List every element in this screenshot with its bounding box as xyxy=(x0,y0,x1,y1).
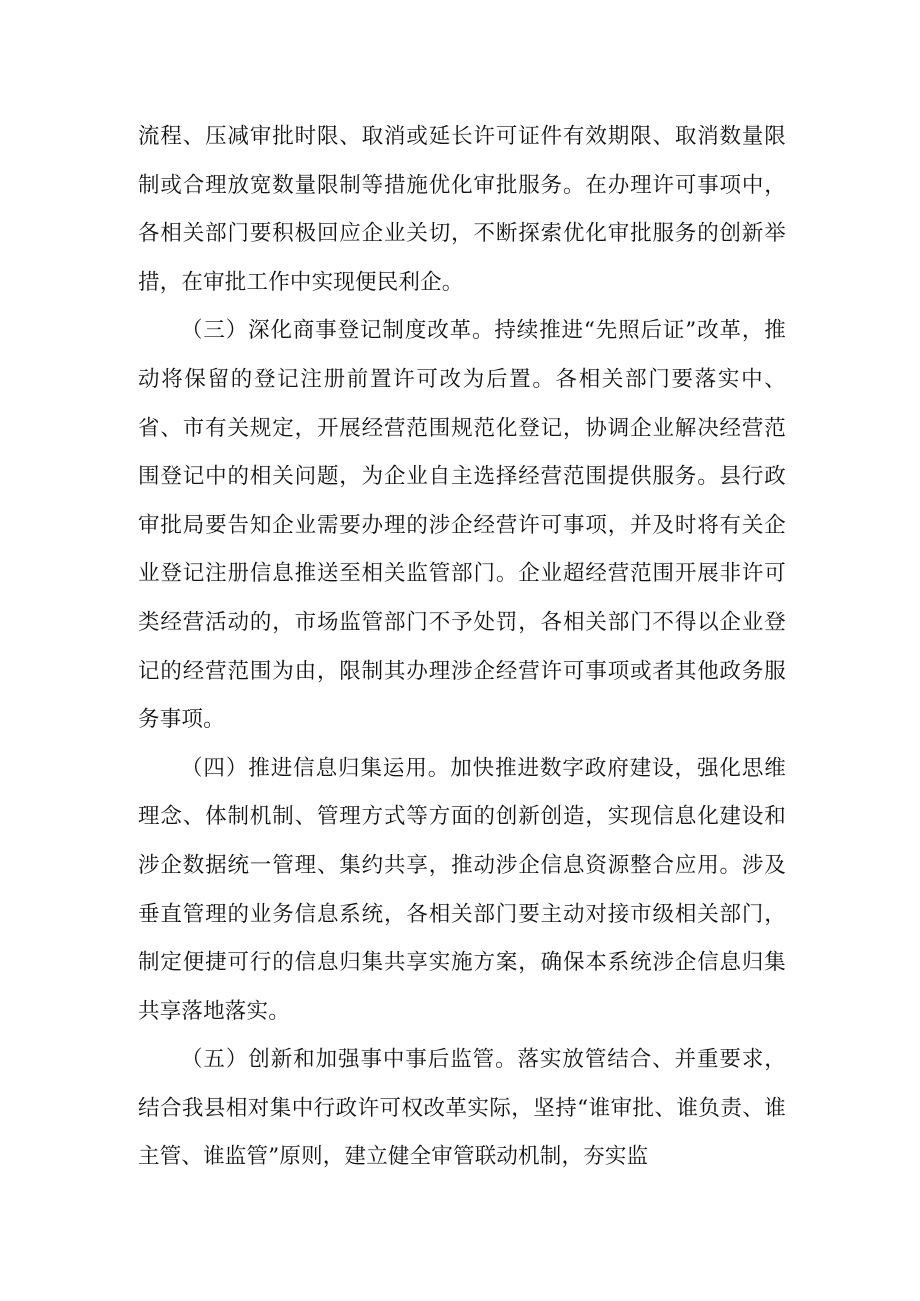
paragraph-section-three: （三）深化商事登记制度改革。持续推进“先照后证”改革，推动将保留的登记注册前置许可改为后置。各相关部门要落实中、省、市有关规定，开展经营范围规范化登记，协调企业解决经营范围登记中的相关问题，为企业自主选择经营范围提供服务。县行政审批局要告知企业需要办理的涉企经营许可事项，并及时将有关企业登记注册信息推送至相关监管部门。企业超经营范围开展非许可类经营活动的，市场监管部门不予处罚，各相关部门不得以企业登记的经营范围为由，限制其办理涉企经营许可事项或者其他政务服务事项。 xyxy=(138,318,786,733)
paragraph-section-five: （五）创新和加强事中事后监管。落实放管结合、并重要求，结合我县相对集中行政许可权改革实际，坚持“谁审批、谁负责、谁主管、谁监管”原则，建立健全审管联动机制，夯实监 xyxy=(138,1047,786,1170)
paragraph-continued: 流程、压减审批时限、取消或延长许可证件有效期限、取消数量限制或合理放宽数量限制等措施优化审批服务。在办理许可事项中，各相关部门要积极回应企业关切，不断探索优化审批服务的创新举措，在审批工作中实现便民利企。 xyxy=(138,124,786,295)
paragraph-section-four: （四）推进信息归集运用。加快推进数字政府建设，强化思维理念、体制机制、管理方式等方面的创新创造，实现信息化建设和涉企数据统一管理、集约共享，推动涉企信息资源整合应用。涉及垂直管理的业务信息系统，各相关部门要主动对接市级相关部门，制定便捷可行的信息归集共享实施方案，确保本系统涉企信息归集共享落地落实。 xyxy=(138,755,786,1024)
document-body xyxy=(138,113,786,1182)
